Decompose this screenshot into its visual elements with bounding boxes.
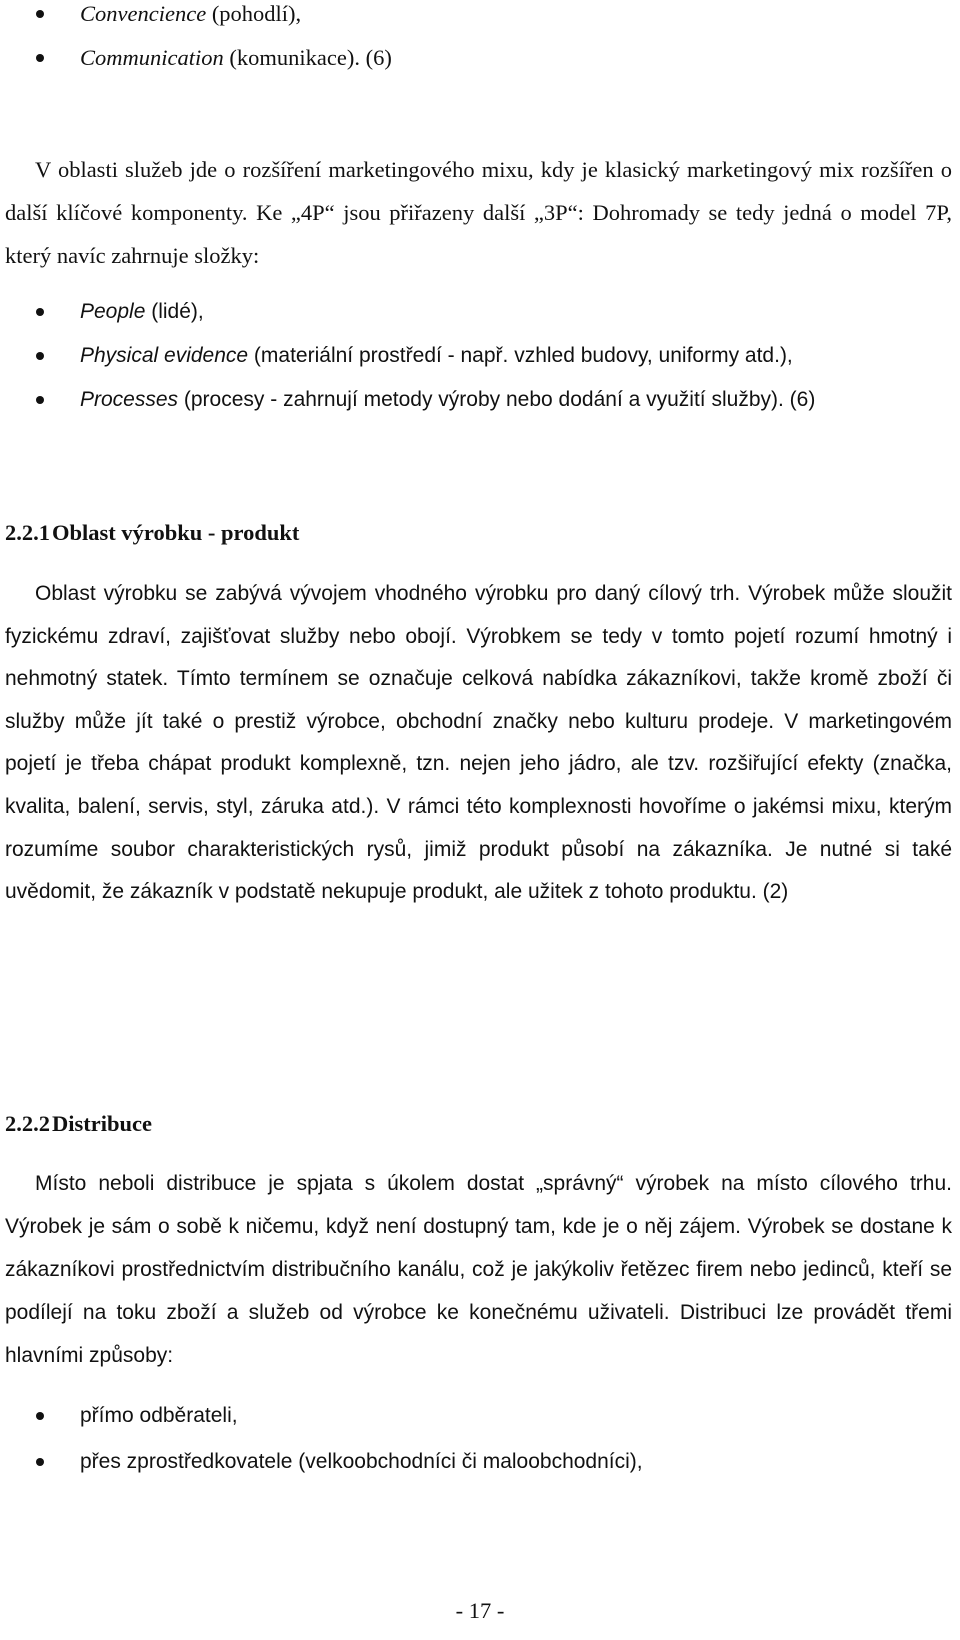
product-paragraph-block [0, 573, 960, 914]
bullet-icon [36, 396, 44, 404]
list-distribution [0, 1393, 960, 1485]
list-item-text: (materiální prostředí - např. vzhled budovy, uniformy atd.), [248, 344, 793, 367]
section-heading-product [0, 518, 960, 548]
list-item-term: Communication [80, 45, 224, 70]
paragraph-text: Oblast výrobku se zabývá vývojem vhodného výrobku pro daný cílový trh. Výrobek může sloužit fyzickému zdraví, zajišťovat služby nebo obojí. Výrobkem se tedy v tomto pojetí rozumí hmotný i nehmotný statek. Tímto termínem se označuje celková nabídka zákazníkovi, takže kromě zboží či služby může jít také o prestiž výrobce, obchodní značky nebo kulturu prodeje. V marketingovém pojetí je třeba chápat produkt komplexně, tzn. nejen jeho jádro, ale tzv. rozšiřující efekty (značka, kvalita, balení, servis, styl, záruka atd.). V rámci této komplexnosti hovoříme o jakémsi mixu, kterým rozumíme soubor charakteristických rysů, jimiž produkt působí na zákazníka. Je nutné si také uvědomit, že zákazník v podstatě nekupuje produkt, ale užitek z tohoto produktu. (2) [5, 582, 952, 904]
section-title [0, 518, 960, 548]
list-item [0, 1393, 960, 1439]
list-4c [0, 0, 960, 80]
paragraph [0, 1162, 960, 1377]
section-title-text: Oblast výrobku - produkt [52, 520, 300, 545]
list-item [0, 378, 960, 422]
paragraph-text: Místo neboli distribuce je spjata s úkolem dostat „správný“ výrobek na místo cílového trhu. Výrobek je sám o sobě k ničemu, když není dostupný tam, kde je o něj zájem. Výrobek se dostane k zákazníkovi prostřednictvím distribučního kanálu, což je jakýkoliv řetězec firem nebo jedinců, kteří se podílejí na toku zboží a služeb od výrobce ke konečnému uživateli. Distribuci lze provádět třemi hlavními způsoby: [5, 1172, 952, 1367]
services-paragraph-block [0, 148, 960, 277]
paragraph-text: V oblasti služeb jde o rozšíření marketingového mixu, kdy je klasický marketingový mix rozšířen o další klíčové komponenty. Ke „4P“ jsou přiřazeny další „3P“: Dohromady se tedy jedná o model 7P, který navíc zahrnuje složky: [5, 157, 952, 268]
bullet-list [0, 0, 960, 80]
list-item-text: (lidé), [145, 300, 204, 323]
bullet-icon [36, 54, 44, 62]
list-item-term: Processes [80, 388, 179, 411]
bullet-list [0, 1393, 960, 1485]
bullet-icon [36, 10, 44, 18]
list-item [0, 1439, 960, 1485]
section-title-text: Distribuce [52, 1111, 152, 1136]
bullet-icon [36, 1458, 44, 1466]
bullet-icon [36, 1412, 44, 1420]
bullet-icon [36, 352, 44, 360]
section-number: 2.2.1 [5, 520, 50, 545]
distribution-paragraph-block [0, 1162, 960, 1377]
bullet-icon [36, 308, 44, 316]
list-item-text: přímo odběrateli, [80, 1404, 238, 1427]
list-item [0, 0, 960, 36]
paragraph [0, 148, 960, 277]
section-number: 2.2.2 [5, 1111, 50, 1136]
list-item [0, 36, 960, 80]
list-item-text: (komunikace). (6) [223, 45, 392, 70]
list-item [0, 334, 960, 378]
list-item-term: Convencience [80, 1, 207, 26]
section-heading-distribution [0, 1109, 960, 1139]
page-number: - 17 - [455, 1598, 505, 1623]
list-item-term: People [80, 300, 146, 323]
list-item-term: Physical evidence [80, 344, 249, 367]
list-item [0, 290, 960, 334]
bullet-list [0, 290, 960, 422]
section-title [0, 1109, 960, 1139]
list-item-text: (procesy - zahrnují metody výroby nebo dodání a využití služby). (6) [178, 388, 816, 411]
paragraph [0, 573, 960, 914]
list-item-text: přes zprostředkovatele (velkoobchodníci či maloobchodníci), [80, 1450, 643, 1473]
list-7p [0, 290, 960, 422]
list-item-text: (pohodlí), [206, 1, 302, 26]
